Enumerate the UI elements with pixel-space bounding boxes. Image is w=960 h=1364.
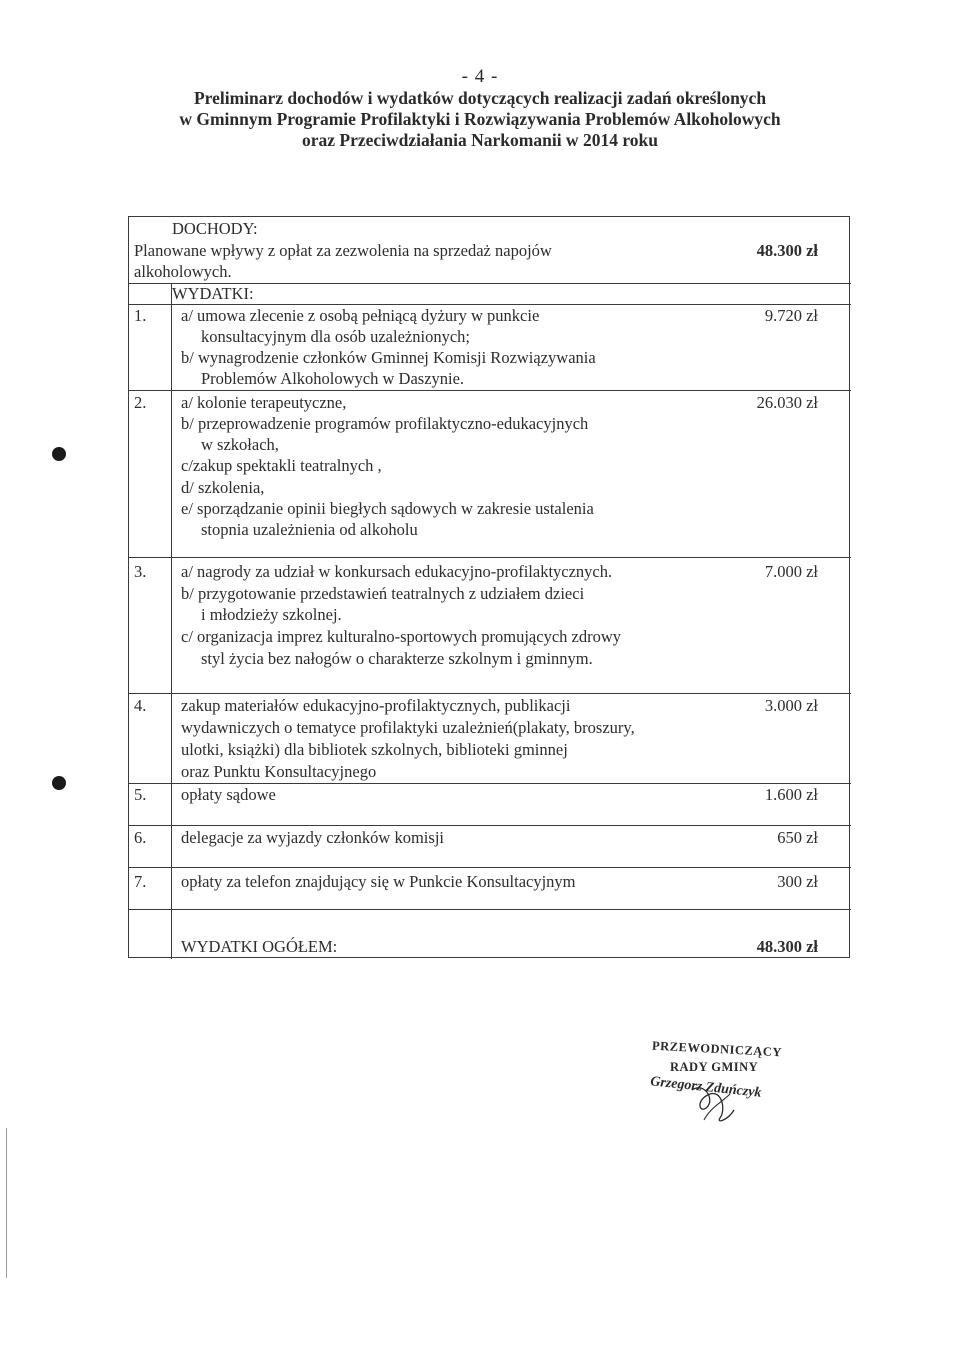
budget-table: [128, 216, 850, 958]
income-header: DOCHODY:: [172, 219, 258, 238]
number-column-divider: [171, 283, 172, 959]
row-5-number: 5.: [134, 785, 147, 804]
row-2-line-3: w szkołach,: [201, 435, 279, 454]
row-1-divider: [129, 390, 851, 391]
row-2-line-1: a/ kolonie terapeutyczne,: [181, 393, 347, 412]
row-7-divider: [129, 909, 851, 910]
row-3-amount: 7.000 zł: [764, 562, 818, 581]
row-7-number: 7.: [134, 872, 147, 891]
row-4-amount: 3.000 zł: [764, 696, 818, 715]
row-3-number: 3.: [134, 562, 147, 581]
row-1-line-1: a/ umowa zlecenie z osobą pełniącą dyżury w punkcie: [181, 306, 540, 325]
row-4-line-1: zakup materiałów edukacyjno-profilaktycznych, publikacji: [181, 696, 571, 715]
row-3-line-4: c/ organizacja imprez kulturalno-sportowych promujących zdrowy: [181, 627, 621, 646]
income-amount: 48.300 zł: [756, 241, 818, 260]
row-4-line-2: wydawniczych o tematyce profilaktyki uzależnień(plakaty, broszury,: [181, 718, 635, 737]
income-line-2: alkoholowych.: [134, 262, 232, 281]
row-5-line-1: opłaty sądowe: [181, 785, 276, 804]
row-5-divider: [129, 825, 851, 826]
row-5-amount: 1.600 zł: [764, 785, 818, 804]
row-6-number: 6.: [134, 828, 147, 847]
total-amount: 48.300 zł: [756, 937, 818, 956]
scan-edge-line: [6, 1128, 7, 1278]
row-2-line-6: e/ sporządzanie opinii biegłych sądowych w zakresie ustalenia: [181, 499, 594, 518]
row-2-number: 2.: [134, 393, 147, 412]
row-1-number: 1.: [134, 306, 147, 325]
row-3-divider: [129, 693, 851, 694]
title-line-2: w Gminnym Programie Profilaktyki i Rozwiązywania Problemów Alkoholowych: [179, 109, 781, 129]
row-4-line-4: oraz Punktu Konsultacyjnego: [181, 762, 377, 781]
punch-hole-top: [52, 447, 66, 461]
punch-hole-bottom: [52, 776, 66, 790]
row-2-line-7: stopnia uzależnienia od alkoholu: [201, 520, 418, 539]
total-label: WYDATKI OGÓŁEM:: [181, 937, 338, 956]
row-3-line-5: styl życia bez nałogów o charakterze szkolnym i gminnym.: [201, 649, 593, 668]
stamp-signature-name: Grzegorz Zduńczyk: [649, 1074, 763, 1101]
row-1-line-4: Problemów Alkoholowych w Daszynie.: [201, 369, 465, 388]
row-1-amount: 9.720 zł: [764, 306, 818, 325]
row-3-line-3: i młodzieży szkolnej.: [201, 605, 342, 624]
expenses-header: WYDATKI:: [172, 284, 254, 303]
row-6-amount: 650 zł: [777, 828, 818, 847]
row-4-number: 4.: [134, 696, 147, 715]
row-6-divider: [129, 867, 851, 868]
row-2-line-4: c/zakup spektakli teatralnych ,: [181, 456, 382, 475]
stamp-line-1: PRZEWODNICZĄCY: [651, 1038, 783, 1060]
document-title: [0, 88, 960, 151]
row-2-amount: 26.030 zł: [756, 393, 818, 412]
row-1-line-2: konsultacyjnym dla osób uzależnionych;: [201, 327, 470, 346]
row-3-line-2: b/ przygotowanie przedstawień teatralnych z udziałem dzieci: [181, 584, 585, 603]
handwritten-signature: [664, 1080, 804, 1130]
row-1-line-3: b/ wynagrodzenie członków Gminnej Komisji Rozwiązywania: [181, 348, 596, 367]
row-4-line-3: ulotki, książki) dla bibliotek szkolnych, biblioteki gminnej: [181, 740, 568, 759]
page-number: - 4 -: [461, 66, 499, 87]
row-2-divider: [129, 557, 851, 558]
row-7-amount: 300 zł: [777, 872, 818, 891]
title-line-1: Preliminarz dochodów i wydatków dotyczących realizacji zadań określonych: [193, 88, 767, 108]
row-2-line-5: d/ szkolenia,: [181, 478, 265, 497]
row-6-line-1: delegacje za wyjazdy członków komisji: [181, 828, 444, 847]
row-7-line-1: opłaty za telefon znajdujący się w Punkcie Konsultacyjnym: [181, 872, 576, 891]
title-line-3: oraz Przeciwdziałania Narkomanii w 2014 roku: [302, 130, 658, 150]
stamp-line-2: RADY GMINY: [670, 1060, 759, 1074]
income-line-1: Planowane wpływy z opłat za zezwolenia na sprzedaż napojów: [134, 241, 552, 260]
row-3-line-1: a/ nagrody za udział w konkursach edukacyjno-profilaktycznych.: [181, 562, 613, 581]
row-2-line-2: b/ przeprowadzenie programów profilaktyczno-edukacyjnych: [181, 414, 589, 433]
